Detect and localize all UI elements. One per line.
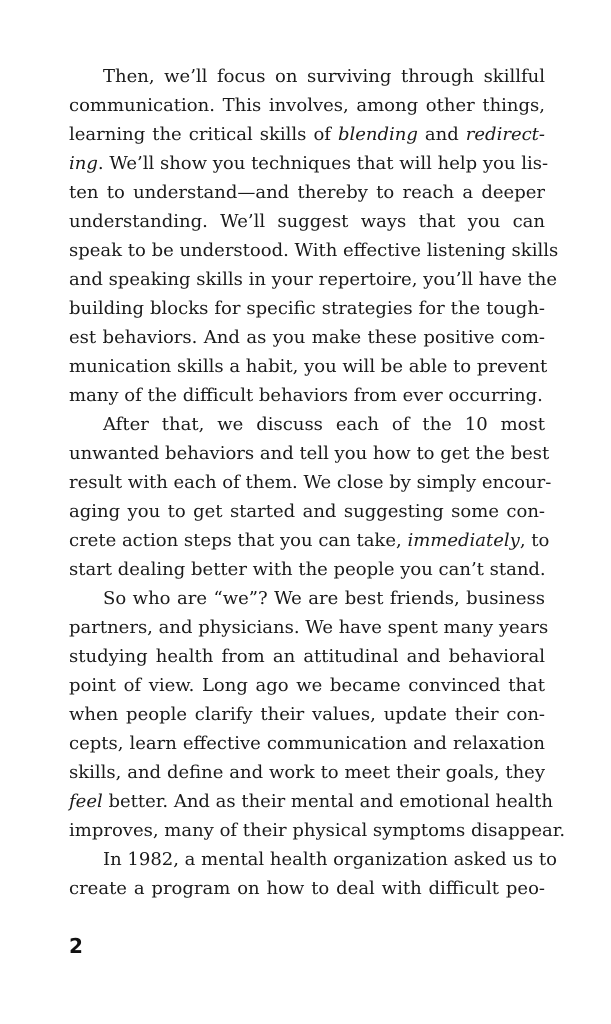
line-23: when people clarify their values, update their con-: [69, 704, 545, 725]
page-number: 2: [69, 934, 83, 958]
line-22: point of view. Long ago we became convinced that: [69, 675, 545, 696]
italic-feel: feel: [69, 791, 103, 812]
italic-immediately: immediately: [407, 530, 520, 551]
line-25: skills, and define and work to meet their goals, they: [69, 762, 545, 783]
italic-blending: blending: [337, 124, 418, 145]
line-6: understanding. We’ll suggest ways that you can: [69, 211, 545, 232]
line-7: speak to be understood. With effective listening skills: [69, 240, 559, 261]
line-8: and speaking skills in your repertoire, you’ll have the: [69, 269, 558, 290]
line-9: building blocks for specific strategies for the tough-: [69, 298, 545, 319]
line-5: ten to understand—and thereby to reach a deeper: [69, 182, 545, 203]
line-24: cepts, learn effective communication and relaxation: [69, 733, 545, 754]
line-11: munication skills a habit, you will be able to prevent: [69, 356, 548, 377]
line-3: learning the critical skills of blending and redirect-: [69, 124, 545, 145]
italic-redirecting-part1: redirect-: [465, 124, 545, 145]
line-12: many of the difficult behaviors from ever occurring.: [69, 385, 543, 406]
line-16: aging you to get started and suggesting some con-: [69, 501, 545, 522]
line-18: start dealing better with the people you can’t stand.: [69, 559, 546, 580]
line-28: In 1982, a mental health organization asked us to: [103, 849, 557, 870]
line-1: Then, we’ll focus on surviving through skillful: [103, 66, 545, 87]
line-27: improves, many of their physical symptoms disappear.: [69, 820, 566, 841]
line-13: After that, we discuss each of the 10 most: [103, 414, 545, 435]
line-29: create a program on how to deal with difficult peo-: [69, 878, 545, 899]
line-19: So who are “we”? We are best friends, business: [103, 588, 545, 609]
book-page-text: [69, 62, 566, 903]
line-15: result with each of them. We close by simply encour-: [69, 472, 552, 493]
line-17: crete action steps that you can take, immediately, to: [69, 530, 550, 551]
line-4: ing. We’ll show you techniques that will help you lis-: [69, 153, 549, 174]
line-26: feel better. And as their mental and emotional health: [69, 791, 553, 812]
line-14: unwanted behaviors and tell you how to get the best: [69, 443, 550, 464]
line-20: partners, and physicians. We have spent many years: [69, 617, 549, 638]
italic-redirecting-part2: ing: [69, 153, 98, 174]
line-2: communication. This involves, among other things,: [69, 95, 545, 116]
line-21: studying health from an attitudinal and behavioral: [69, 646, 545, 667]
line-10: est behaviors. And as you make these positive com-: [69, 327, 545, 348]
